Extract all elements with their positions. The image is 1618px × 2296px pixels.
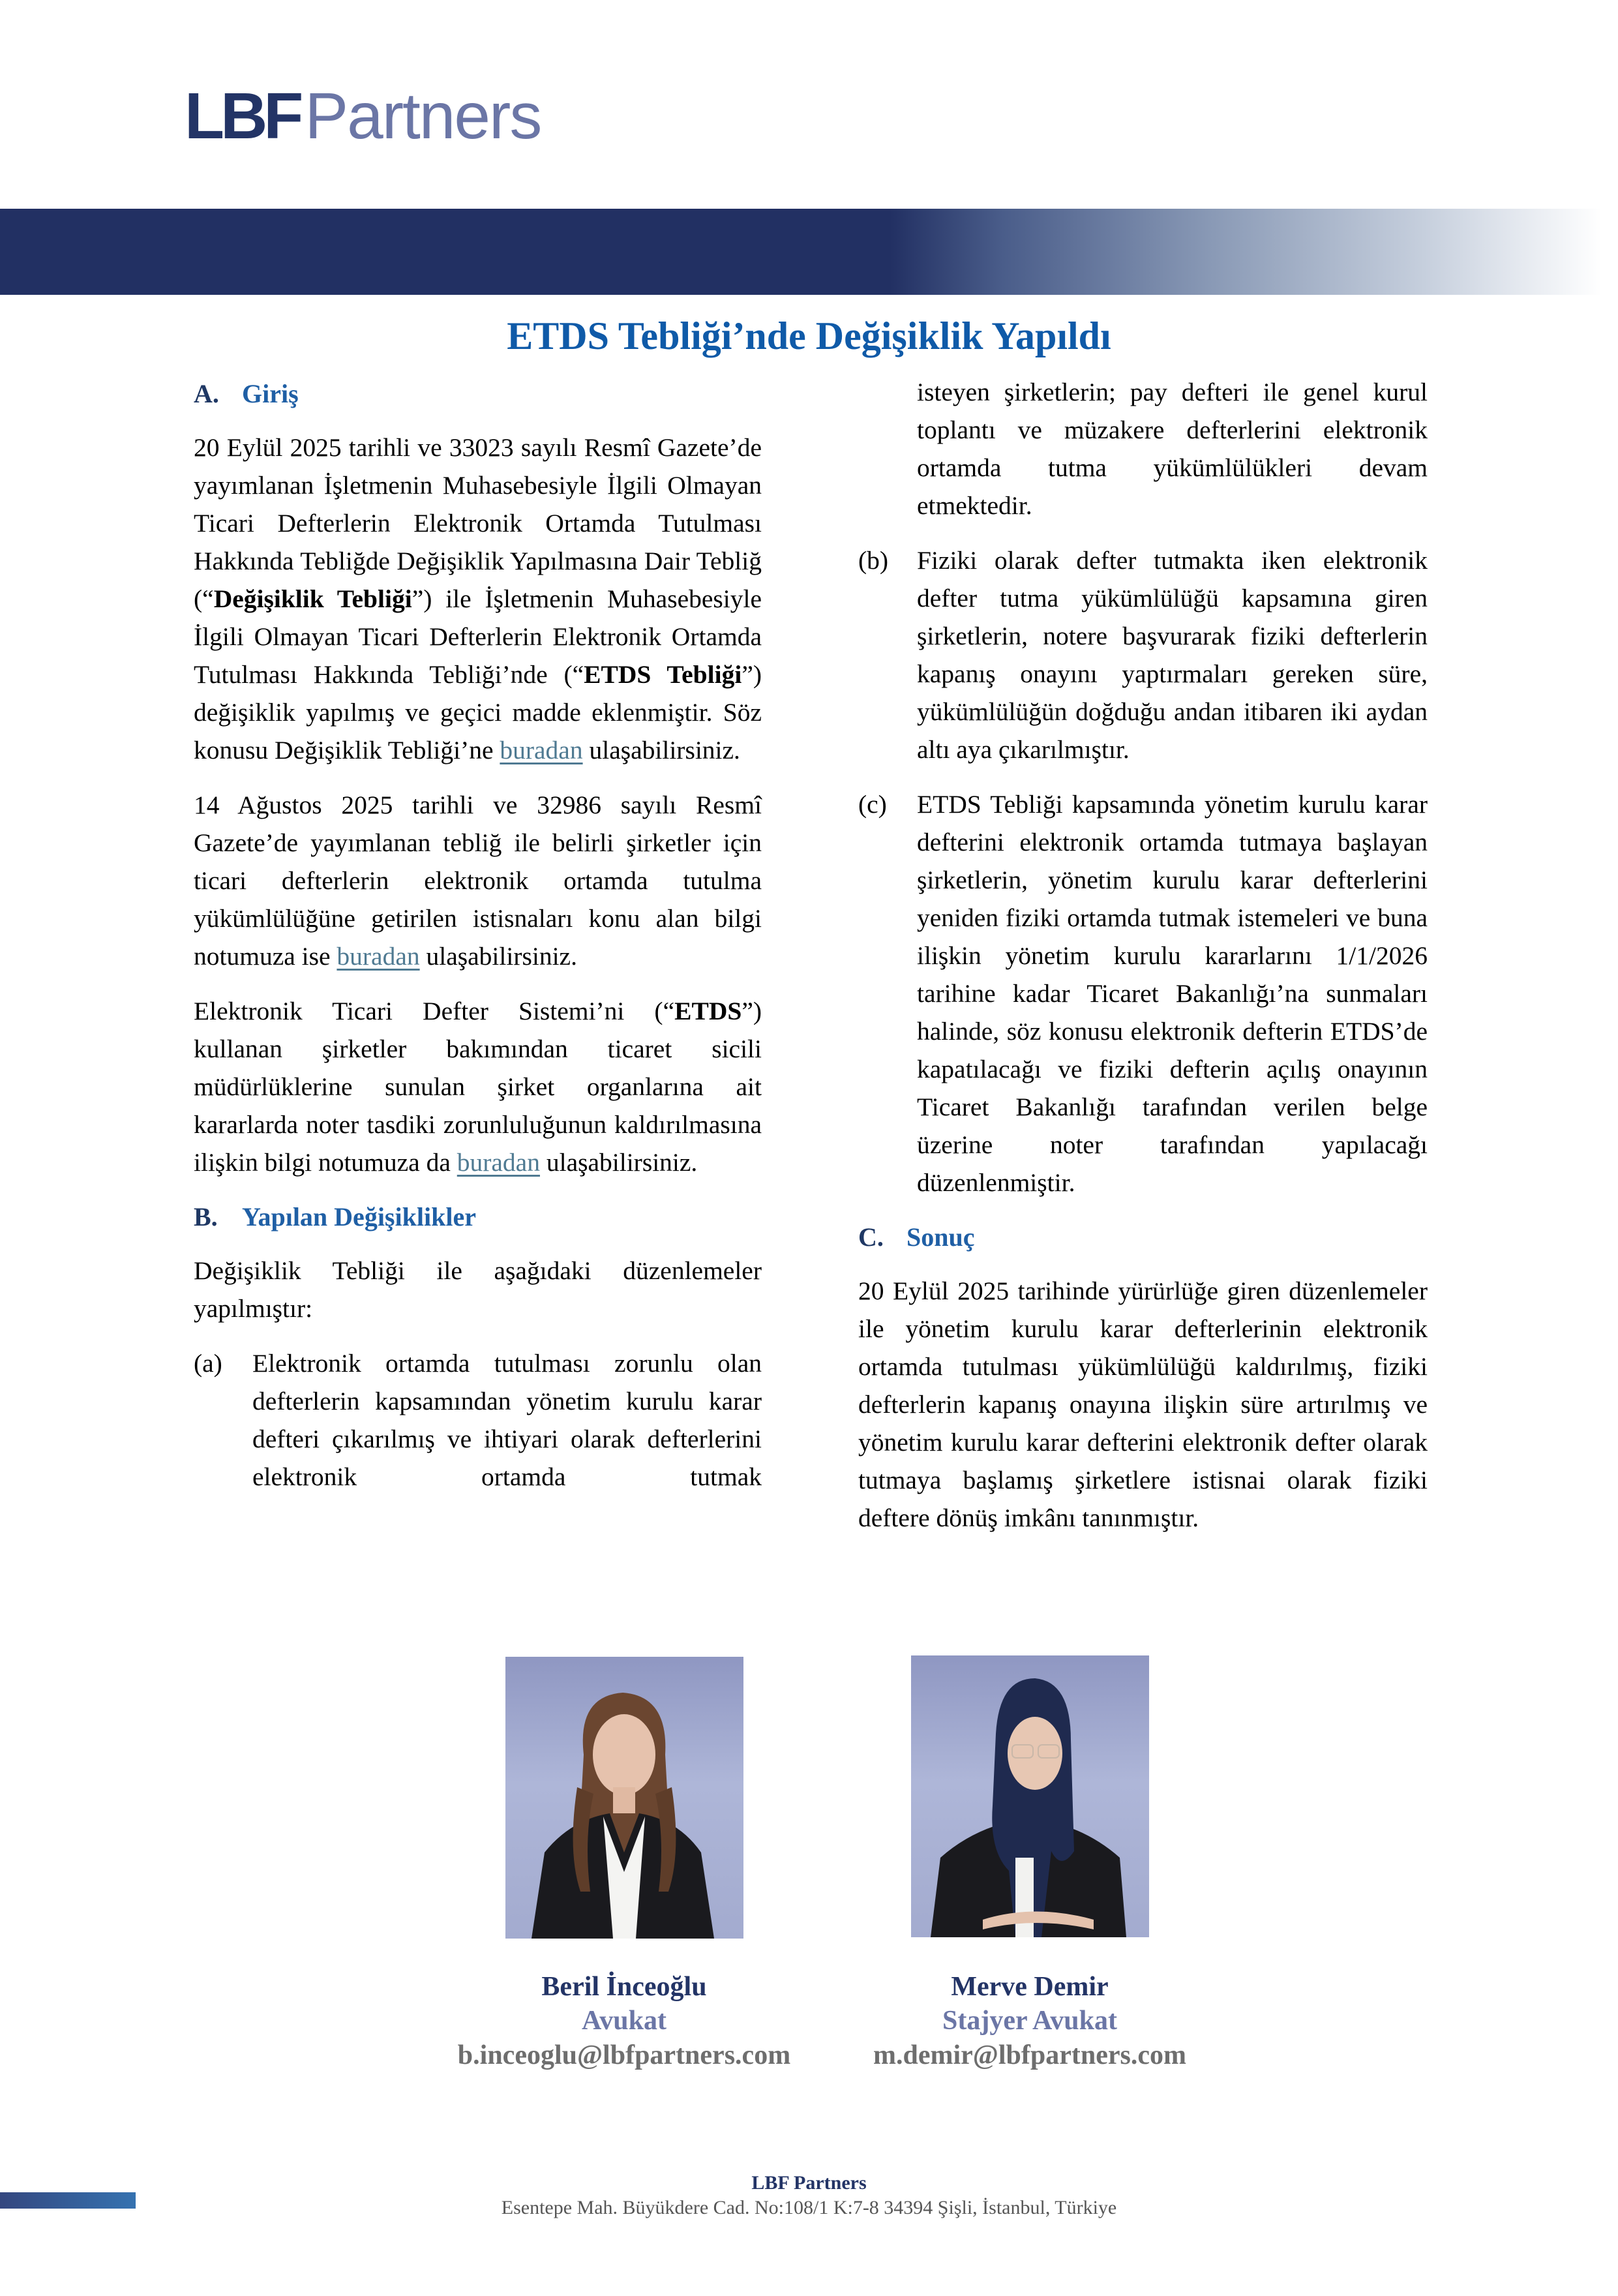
link-buradan-3[interactable]: buradan bbox=[457, 1148, 540, 1177]
text: ”) kullanan şirketler bakımından ticaret sicili müdürlüklerine sunulan şirket organlarına ait kararlarda noter tasdiki zorunluluğunun kaldırılmasına ilişkin bilgi notumuza da bbox=[194, 997, 762, 1177]
portrait-photo-icon bbox=[505, 1657, 743, 1939]
page-footer bbox=[0, 2171, 1618, 2220]
header-banner bbox=[0, 209, 1618, 295]
link-buradan-1[interactable]: buradan bbox=[500, 736, 583, 764]
document-title: ETDS Tebliği’nde Değişiklik Yapıldı bbox=[507, 314, 1111, 357]
list-item-a-continuation: isteyen şirketlerin; pay defteri ile genel kurul toplantı ve müzakere defterlerini elektronik ortamda tutma yükümlülükleri devam etmektedir. bbox=[917, 378, 1428, 520]
defined-term: Değişiklik Tebliği bbox=[213, 584, 412, 613]
intro-paragraph-1 bbox=[194, 429, 762, 769]
author-name: Beril İnceoğlu bbox=[541, 1972, 707, 2002]
author-role: Avukat bbox=[582, 2006, 667, 2036]
author-email[interactable]: b.inceoglu@lbfpartners.com bbox=[457, 2040, 791, 2070]
intro-paragraph-2 bbox=[194, 786, 762, 975]
text: ulaşabilirsiniz. bbox=[582, 736, 740, 764]
list-marker: (c) bbox=[858, 790, 887, 819]
text: ”) ile İşletmenin Muhasebesiyle İlgili Olmayan Ticari Defterlerin Elektronik Ortamda Tutulması Hakkında Tebliği’nde (“ bbox=[194, 584, 762, 689]
list-marker: (a) bbox=[194, 1349, 222, 1378]
defined-term: ETDS bbox=[674, 997, 742, 1025]
list-text: Elektronik ortamda tutulması zorunlu olan defterlerin kapsamından yönetim kurulu karar defteri çıkarılmış ve ihtiyari olarak defterlerini elektronik ortamda tutmak bbox=[252, 1349, 762, 1491]
author-photo-merve bbox=[911, 1655, 1149, 1937]
list-item-a bbox=[194, 1344, 762, 1496]
section-label: Sonuç bbox=[906, 1222, 975, 1252]
footer-firm-name: LBF Partners bbox=[751, 2172, 867, 2194]
text: 14 Ağustos 2025 tarihli ve 32986 sayılı Resmî Gazete’de yayımlanan tebliğ ile belirli şirketler için ticari defterlerin elektronik ortamda tutulma yükümlülüğüne getirilen istisnaları konu alan bilgi notumuza ise bbox=[194, 791, 762, 971]
logo-partners: Partners bbox=[305, 80, 541, 153]
section-letter: B. bbox=[194, 1202, 218, 1231]
footer-address: Esentepe Mah. Büyükdere Cad. No:108/1 K:7-8 34394 Şişli, İstanbul, Türkiye bbox=[501, 2197, 1117, 2218]
text: ulaşabilirsiniz. bbox=[419, 942, 577, 971]
list-item-b bbox=[858, 541, 1428, 768]
logo-lbf: LBF bbox=[185, 80, 300, 153]
author-photo-beril bbox=[505, 1657, 743, 1939]
list-text: ETDS Tebliği kapsamında yönetim kurulu karar defterini elektronik ortamda tutmaya başlayan şirketlerin, yönetim kurulu karar defterlerini yeniden fiziki ortamda tutmak istemeleri ve buna ilişkin yönetim kurulu kararlarını 1/1/2026 tarihine kadar Ticaret Bakanlığı’na sunmaları halinde, söz konusu elektronik defterin ETDS’de kapatılacağı ve fiziki defterin açılış onayının Ticaret Bakanlığı tarafından verilen belge üzerine noter tarafından yapılacağı düzenlenmiştir. bbox=[917, 790, 1428, 1197]
text: ulaşabilirsiniz. bbox=[539, 1148, 698, 1177]
text: Elektronik Ticari Defter Sistemi’ni (“ bbox=[194, 997, 675, 1025]
section-label: Giriş bbox=[242, 379, 299, 408]
list-text: Fiziki olarak defter tutmakta iken elektronik defter tutma yükümlülüğü kapsamına giren şirketlerin, notere başvurarak fiziki defterlerin kapanış onayını yaptırmaları gereken süre, yükümlülüğün doğduğu andan itibaren iki aydan altı aya çıkarılmıştır. bbox=[917, 546, 1428, 764]
company-logo bbox=[185, 80, 541, 153]
list-marker: (b) bbox=[858, 546, 889, 575]
defined-term: ETDS Tebliği bbox=[584, 660, 742, 689]
left-column bbox=[194, 375, 762, 1513]
author-name: Merve Demir bbox=[951, 1972, 1109, 2002]
section-heading-a bbox=[194, 375, 762, 413]
author-role: Stajyer Avukat bbox=[942, 2006, 1117, 2036]
section-letter: A. bbox=[194, 379, 219, 408]
section-label: Yapılan Değişiklikler bbox=[242, 1202, 476, 1231]
section-letter: C. bbox=[858, 1222, 884, 1252]
conclusion-paragraph: 20 Eylül 2025 tarihinde yürürlüğe giren düzenlemeler ile yönetim kurulu karar defterlerinin elektronik ortamda tutulması yükümlülüğü kaldırılmış, fiziki defterlerin kapanış onayına ilişkin süre artırılmış ve yönetim kurulu karar defterini elektronik defter olarak tutmaya başlamış şirketlere istisnai olarak fiziki deftere dönüş imkânı tanınmıştır. bbox=[858, 1276, 1428, 1532]
list-item-c bbox=[858, 785, 1428, 1201]
intro-paragraph-3 bbox=[194, 992, 762, 1181]
author-email[interactable]: m.demir@lbfpartners.com bbox=[873, 2040, 1186, 2070]
portrait-photo-icon bbox=[911, 1655, 1149, 1937]
right-column bbox=[858, 373, 1428, 1554]
section-heading-c bbox=[858, 1218, 1428, 1256]
changes-intro: Değişiklik Tebliği ile aşağıdaki düzenlemeler yapılmıştır: bbox=[194, 1256, 762, 1323]
author-card-merve bbox=[802, 1970, 1258, 2073]
author-card-beril bbox=[396, 1970, 852, 2073]
link-buradan-2[interactable]: buradan bbox=[337, 942, 420, 971]
section-heading-b bbox=[194, 1198, 762, 1236]
text: 20 Eylül 2025 tarihli ve 33023 sayılı Resmî Gazete’de yayımlanan İşletmenin Muhasebesiyle İlgili Olmayan Ticari Defterlerin Elektronik Ortamda Tutulması Hakkında Tebliğde Değişiklik Yapılmasına Dair Tebliğ (“ bbox=[194, 433, 762, 613]
text: ”) değişiklik yapılmış ve geçici madde eklenmiştir. Söz konusu Değişiklik Tebliği’ne bbox=[194, 660, 762, 764]
